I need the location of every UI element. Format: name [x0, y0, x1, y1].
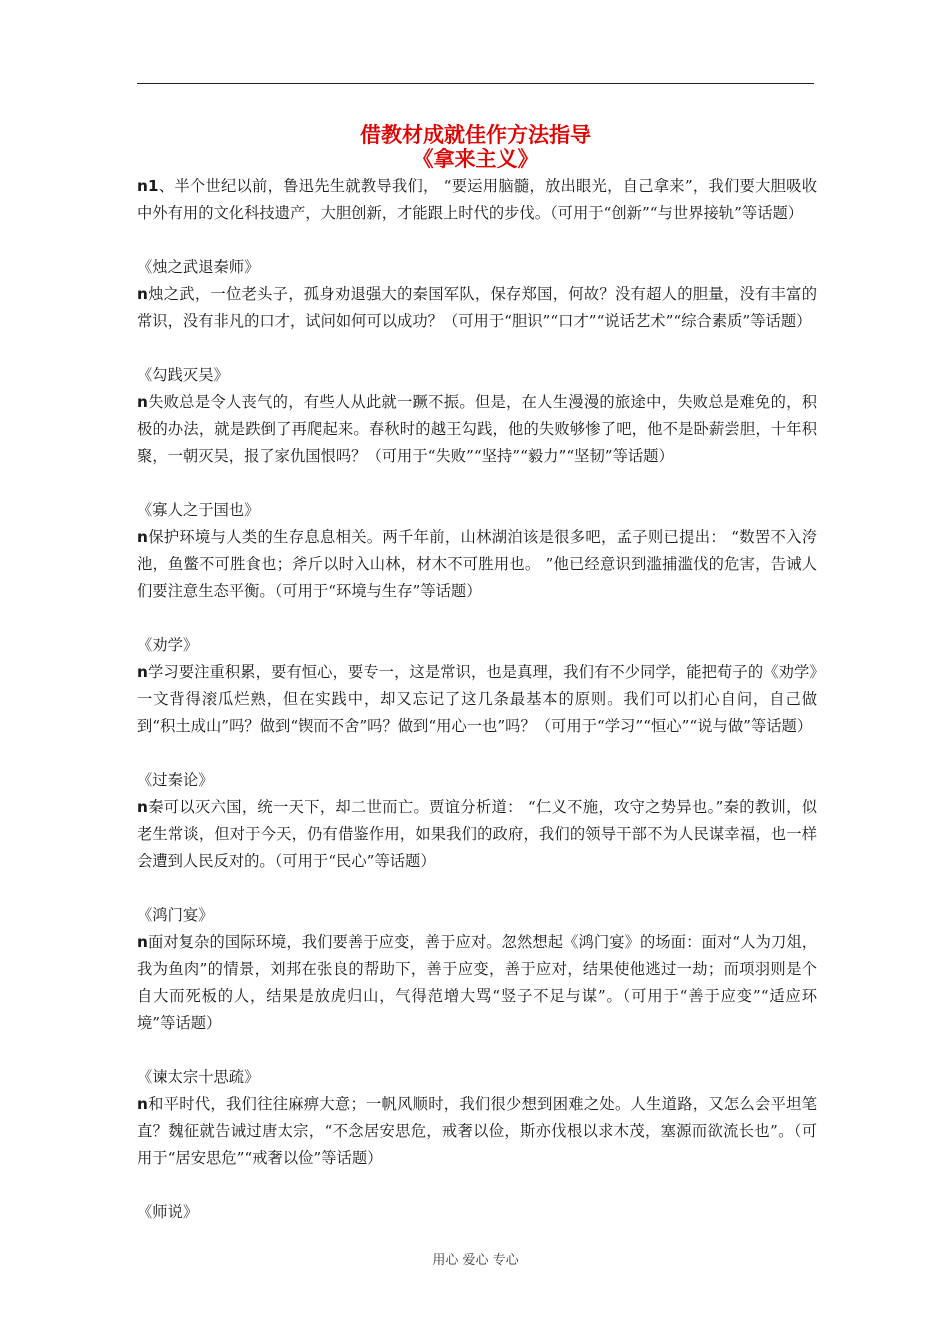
header-rule	[137, 83, 814, 84]
section-goujian	[137, 362, 817, 470]
section-paragraph	[137, 929, 817, 1037]
section-heading: 《勾践灭吴》	[137, 366, 229, 384]
bullet-marker: n	[137, 393, 148, 411]
section-heading: 《鸿门宴》	[137, 906, 214, 924]
intro-paragraph	[137, 173, 817, 227]
bullet-marker: n	[137, 933, 148, 951]
section-paragraph	[137, 1091, 817, 1172]
section-jiantaizong	[137, 1064, 817, 1172]
section-paragraph	[137, 389, 817, 470]
bullet-marker: n	[137, 663, 148, 681]
section-paragraph	[137, 794, 817, 875]
document-body	[137, 173, 817, 1226]
section-hongmenyan	[137, 902, 817, 1037]
paragraph-text: 、半个世纪以前，鲁迅先生就教导我们， “要运用脑髓，放出眼光，自己拿来”，我们要大胆吸收中外有用的文化科技遗产，大胆创新，才能跟上时代的步伐。（可用于“创新”“与世界接轨”等话题）	[137, 177, 817, 222]
section-heading: 《谏太宗十思疏》	[137, 1068, 260, 1086]
section-paragraph	[137, 659, 817, 740]
section-heading: 《师说》	[137, 1203, 199, 1221]
paragraph-text: 和平时代，我们往往麻痹大意；一帆风顺时，我们很少想到困难之处。人生道路，又怎么会平坦笔直？魏征就告诫过唐太宗，“不念居安思危，戒奢以俭，斯亦伐根以求木茂，塞源而欲流长也”。（可用于“居安思危”“戒奢以俭”等话题）	[137, 1095, 817, 1167]
bullet-marker: n	[137, 798, 148, 816]
paragraph-text: 面对复杂的国际环境，我们要善于应变，善于应对。忽然想起《鸿门宴》的场面：面对“人为刀俎，我为鱼肉”的情景，刘邦在张良的帮助下，善于应变，善于应对，结果使他逃过一劫；而项羽则是个自大而死板的人，结果是放虎归山，气得范增大骂“竖子不足与谋”。（可用于“善于应变”“适应环境”等话题）	[137, 933, 817, 1032]
section-quanxue	[137, 632, 817, 740]
section-paragraph	[137, 281, 817, 335]
section-shishuo	[137, 1199, 817, 1226]
section-zhuzhiwu	[137, 254, 817, 335]
paragraph-text: 学习要注重积累，要有恒心，要专一，这是常识，也是真理，我们有不少同学，能把荀子的《劝学》一文背得滚瓜烂熟，但在实践中，却又忘记了这几条最基本的原则。我们可以扪心自问，自己做到“积土成山”吗？做到“锲而不舍”吗？做到“用心一也”吗？（可用于“学习”“恒心”“说与做”等话题）	[137, 663, 817, 735]
section-guaren	[137, 497, 817, 605]
page-subtitle: 《拿来主义》	[412, 147, 539, 171]
bullet-marker: n	[137, 1095, 148, 1113]
paragraph-text: 失败总是令人丧气的，有些人从此就一蹶不振。但是，在人生漫漫的旅途中，失败总是难免的，积极的办法，就是跌倒了再爬起来。春秋时的越王勾践，他的失败够惨了吧，他不是卧薪尝胆，十年积聚，一朝灭吴，报了家仇国恨吗？（可用于“失败”“坚持”“毅力”“坚韧”等话题）	[137, 393, 817, 465]
section-heading: 《烛之武退秦师》	[137, 258, 260, 276]
section-heading: 《过秦论》	[137, 771, 214, 789]
bullet-marker: n1	[137, 177, 159, 195]
section-paragraph	[137, 524, 817, 605]
section-heading: 《寡人之于国也》	[137, 501, 260, 519]
bullet-marker: n	[137, 528, 148, 546]
paragraph-text: 秦可以灭六国，统一天下，却二世而亡。贾谊分析道： “仁义不施，攻守之势异也。”秦的教训，似老生常谈，但对于今天，仍有借鉴作用，如果我们的政府，我们的领导干部不为人民谋幸福，也一样会遭到人民反对的。（可用于“民心”等话题）	[137, 798, 817, 870]
paragraph-text: 保护环境与人类的生存息息相关。两千年前，山林湖泊该是很多吧，孟子则已提出： “数罟不入洿池，鱼鳖不可胜食也；斧斤以时入山林，材木不可胜用也。 ”他已经意识到滥捕滥伐的危害，告诫人们要注意生态平衡。（可用于“环境与生存”等话题）	[137, 528, 817, 600]
section-guoqinlun	[137, 767, 817, 875]
page-footer: 用心 爱心 专心	[432, 1253, 519, 1268]
section-heading: 《劝学》	[137, 636, 199, 654]
paragraph-text: 烛之武，一位老头子，孤身劝退强大的秦国军队，保存郑国，何故？没有超人的胆量，没有丰富的常识，没有非凡的口才，试问如何可以成功？（可用于“胆识”“口才”“说话艺术”“综合素质”等话题）	[137, 285, 817, 330]
page-title: 借教材成就佳作方法指导	[360, 123, 591, 147]
bullet-marker: n	[137, 285, 148, 303]
